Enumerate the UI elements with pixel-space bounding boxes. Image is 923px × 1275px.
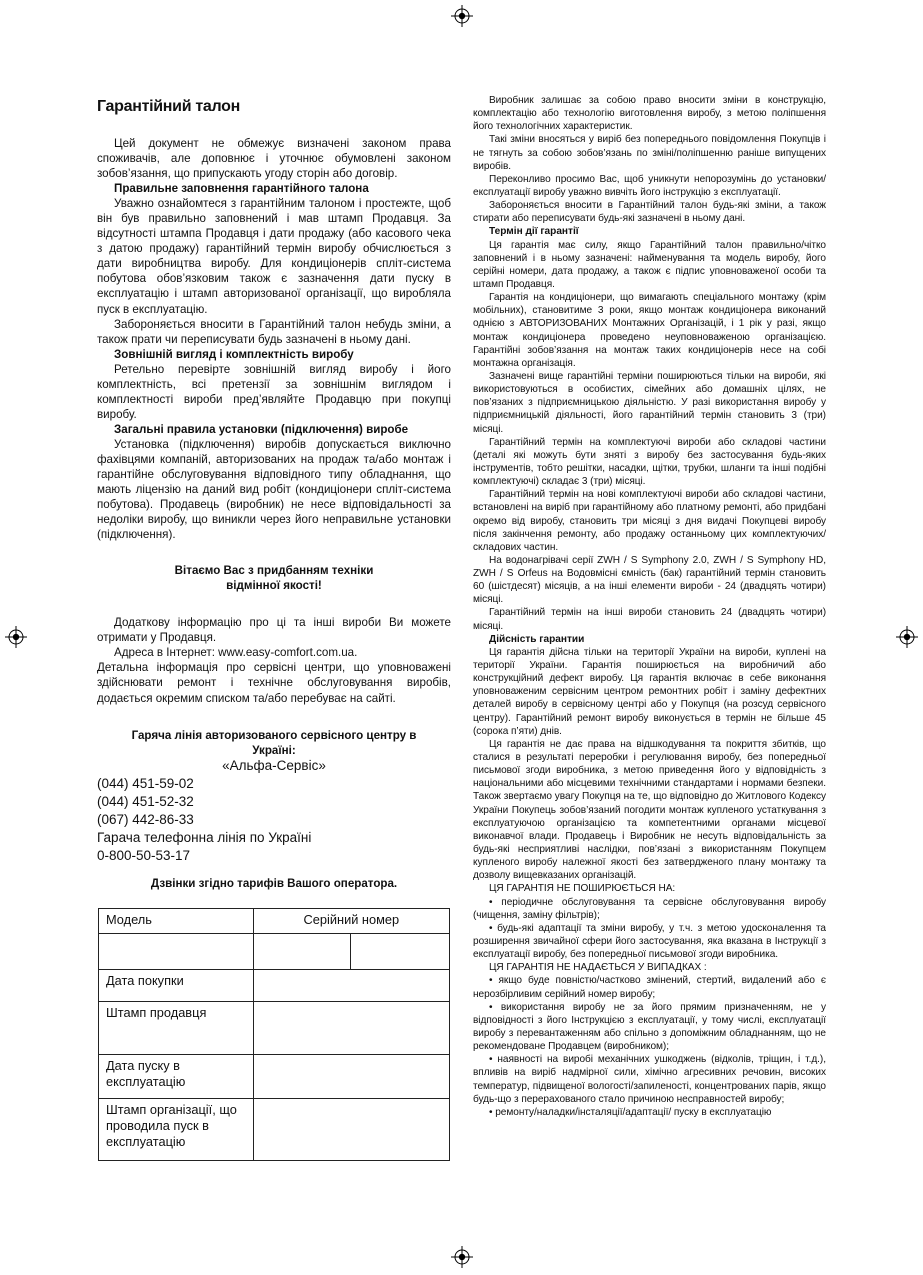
paragraph: Такі зміни вносяться у виріб без попереднього повідомлення Покупців і не тягнуть за собою зобов’язань по зміні/поліпшенню раніше випущених виробів. [473, 134, 826, 172]
paragraph: На водонагрівачі серії ZWH / S Symphony 2.0, ZWH / S Symphony HD, ZWH / S Orfeus на Водовмісні ємність (бак) гарантійний термін становить 60 (шістдесят) місяців, а на інші елементи вироби - 24 (двадцять чотири) місяці. [473, 554, 826, 606]
paragraph: Гарантійний термін на інші вироби становить 24 (двадцять чотири) місяці. [473, 607, 826, 632]
section-heading: Дійсність гарантии [489, 633, 585, 645]
registration-mark-top [451, 5, 473, 27]
registration-mark-bottom [451, 1246, 473, 1268]
phone-number: (044) 451-52-32 [97, 793, 194, 809]
paragraph: Ця гарантія має силу, якщо Гарантійний талон правильно/чітко заповнений і в ньому зазначені: найменування та модель виробу, його серійні номери, дата продажу, а також є підпис уповноваженої особи та штамп Продавця. [473, 239, 826, 290]
list-item: • ремонту/наладки/інсталяції/адаптації/ пуску в експлуатацію [489, 1106, 772, 1118]
org-stamp-label: Штамп організації, що проводила пуск в експлуатацію [99, 1099, 254, 1161]
hotline-heading: Україні: [252, 743, 296, 757]
paragraph: Установка (підключення) виробів допускається виключно фахівцями компаній, авторизованих на продаж та/або монтаж і гарантійне обслуговування відповідного типу обладнання, що мають ліцензію на даний вид робіт (кондиціонери спліт-система побутова). Продавець (виробник) не несе відповідальності за недоліки виробу, що виникли через його неправильне установки (підключення). [97, 437, 451, 542]
paragraph: Гарантійний термін на нові комплектуючі вироби або складові частини, встановлені на виріб при гарантійному або платному ремонті, або придбані окремо від виробу, становить три місяці з дня видачі Покупцеві виробу після закінчення ремонту, або продажу останньому цих комплектуючих/складових частин. [473, 489, 826, 553]
model-field[interactable] [99, 934, 254, 970]
paragraph: Ця гарантія не дає права на відшкодування та покриття збитків, що сталися в результаті переробки і регулювання виробу, без попередньої письмової згоди виробника, з метою приведення його у відповідність з національними або місцевими технічними стандартами і нормами безпеки. Також звертаємо увагу Покупця на те, що відповідно до Житлового Кодексу України Покупець зобов’язаний погодити монтаж купленого устаткування з експлуатуючою організацією та компетентними органами місцевої виконавчої влади. Продавець і Виробник не несуть відповідальність за будь-які несприятливі наслідки, пов’язані з використанням Покупцем купленого виробу належної якості без затвердженого плану монтажу та дозволу вищевказаних організацій. [473, 738, 826, 882]
serial-number-field-1[interactable] [253, 934, 351, 970]
paragraph: Забороняється вносити в Гарантійний талон небудь зміни, а також прати чи переписувати будь зазначені в ньому дані. [97, 317, 451, 346]
paragraph: Виробник залишає за собою право вносити зміни в конструкцію, комплектацію або технологію виготовлення виробу, з метою поліпшення його технологічних характеристик. [473, 95, 826, 133]
paragraph: ЦЯ ГАРАНТІЯ НЕ НАДАЄТЬСЯ У ВИПАДКАХ : [489, 962, 707, 974]
page-title: Гарантійний талон [97, 98, 241, 115]
seller-stamp-label: Штамп продавця [99, 1002, 254, 1055]
paragraph: Гарантія на кондиціонери, що вимагають спеціального монтажу (крім мобільних), становитиме 3 роки, якщо монтаж кондиціонера виконаний однією з АВТОРИЗОВАНИХ Монтажних Організацій, і 1 рік у разі, якщо монтаж кондиціонера проведено неуповноваженою організацією. Гарантійні зобов’язання на монтаж таких кондиціонерів несе на собі монтажна організація. [473, 292, 826, 369]
paragraph: Додаткову інформацію про ці та інші вироби Ви можете отримати у Продавця. [97, 616, 451, 645]
greeting-line: відмінної якості! [226, 579, 322, 593]
paragraph: Забороняється вносити в Гарантійний талон будь-які зміни, а також стирати або переписувати будь-які зазначені в ньому дані. [473, 200, 826, 225]
list-item: • якщо буде повністю/частково змінений, стертий, видалений або є нерозбірливим серійний номер виробу; [473, 975, 826, 1000]
warranty-form-table [98, 908, 450, 1161]
paragraph: Переконливо просимо Вас, щоб уникнути непорозумінь до установки/експлуатації виробу уважно вивчіть його інструкцію з експлуатації. [473, 173, 826, 198]
seller-stamp-field[interactable] [253, 1002, 449, 1055]
left-column [97, 94, 451, 891]
paragraph: Детальна інформація про сервісні центри, що уповноважені здійснювати ремонт і технічне обслуговування виробів, додається окремим списком та/або перебуває на сайті. [97, 661, 451, 705]
paragraph: Гарантійний термін на комплектуючі вироби або складові частини (деталі які можуть бути зняті з виробу без застосування будь-яких інструментів, тобто решітки, насадки, щітки, трубки, шланги та інші подібні комплектуючі) складає 3 (три) місяці. [473, 436, 826, 488]
serial-number-field-2[interactable] [351, 934, 450, 970]
model-label: Модель [99, 909, 254, 934]
registration-mark-right [896, 626, 918, 648]
service-center-name: «Альфа-Сервіс» [222, 757, 326, 773]
phone-number: 0-800-50-53-17 [97, 847, 191, 863]
phone-number: (044) 451-59-02 [97, 775, 194, 791]
list-item: • використання виробу не за його прямим призначенням, не у відповідності з його Інструкцією з експлуатації, у тому числі, експлуатації виробу з перевантаженням або спільно з допоміжним обладнанням, що не рекомендоване Продавцем (виробником); [473, 1001, 826, 1053]
section-heading: Правильне заповнення гарантійного талона [114, 182, 369, 196]
paragraph: Ця гарантія дійсна тільки на території України на вироби, куплені на території України. Гарантія поширюється на виробничий або конструкційний дефект виробу. Ця гарантія включає в себе виконання уповноваженим сервісним центром ремонтних робіт і заміну дефектних деталей виробу в сервісному центрі або у Покупця (на розсуд сервісного центру). Гарантійний ремонт виробу виконується в термін не більше 45 (сорока п’яти) днів. [473, 646, 826, 737]
purchase-date-field[interactable] [253, 970, 449, 1002]
phone-list [97, 775, 451, 865]
right-column [473, 94, 826, 1119]
list-item: • будь-які адаптації та зміни виробу, у т.ч. з метою удосконалення та розширення звичайної сфери його застосування, яка вказана в Інструкції з експлуатації виробу, без попередньої письмової згоди виробника. [473, 922, 826, 961]
start-date-label: Дата пуску в експлуатацію [99, 1055, 254, 1099]
paragraph: ЦЯ ГАРАНТІЯ НЕ ПОШИРЮЄТЬСЯ НА: [489, 883, 676, 895]
website-address: Адреса в Інтернет: www.easy-comfort.com.ua. [114, 646, 358, 660]
section-heading: Загальні правила установки (підключення) виробе [114, 422, 409, 436]
list-item: • наявності на виробі механічних ушкоджень (відколів, тріщин, і т.д.), впливів на виріб надмірної сили, хімічно агресивних речовин, високих температур, підвищеної вологості/запиленості, концентрованих парів, якщо будь-що з перерахованого стало причиною несправностей виробу; [473, 1054, 826, 1105]
calls-note: Дзвінки згідно тарифів Вашого оператора. [150, 876, 398, 890]
paragraph: Зазначені вище гарантійні терміни поширюються тільки на вироби, які використовуються в особистих, сімейних або домашніх цілях, не пов’язаних з підприємницькою діяльністю. У разі використання виробу у підприємницькій діяльності, його гарантійний термін становить 3 (три) місяці. [473, 370, 826, 435]
hotline-heading: Гаряча лінія авторизованого сервісного центру в [131, 728, 417, 742]
hotline-label: Гарача телефонна лінія по Україні [97, 829, 312, 845]
start-date-field[interactable] [253, 1055, 449, 1099]
phone-number: (067) 442-86-33 [97, 811, 194, 827]
serial-number-label: Серійний номер [253, 909, 449, 934]
paragraph: Уважно ознайомтеся з гарантійним талоном і простежте, щоб він був правильно заповнений і мав штамп Продавця. За відсутності штампа Продавця і дати продажу (або касового чека з датою продажу) гарантійний термін виробу обчислюється з дати виробництва виробу. Для кондиціонерів спліт-система побутова обов’язковим також є зазначення дати пуску в експлуатацію і штамп авторизованої організації, що виробляла пуск в експлуатацію. [97, 197, 451, 316]
registration-mark-left [5, 626, 27, 648]
org-stamp-field[interactable] [253, 1099, 449, 1161]
paragraph: Цей документ не обмежує визначені законом права споживачів, але доповнює і уточнює обумовлені законом зобов’язання, що припускають угоду сторін або договір. [97, 137, 451, 181]
greeting-line: Вітаємо Вас з придбанням техніки [174, 564, 374, 578]
list-item: • періодичне обслуговування та сервісне обслуговування виробу (чищення, заміну фільтрів); [473, 896, 826, 921]
section-heading: Зовнішній вигляд і комплектність виробу [114, 347, 354, 361]
section-heading: Термін дії гарантії [489, 226, 579, 238]
paragraph: Ретельно перевірте зовнішній вигляд виробу і його комплектність, всі претензії за зовнішнім виглядом і комплектності вироби пред’являйте Продавцю при покупці виробу. [97, 362, 451, 421]
purchase-date-label: Дата покупки [99, 970, 254, 1002]
